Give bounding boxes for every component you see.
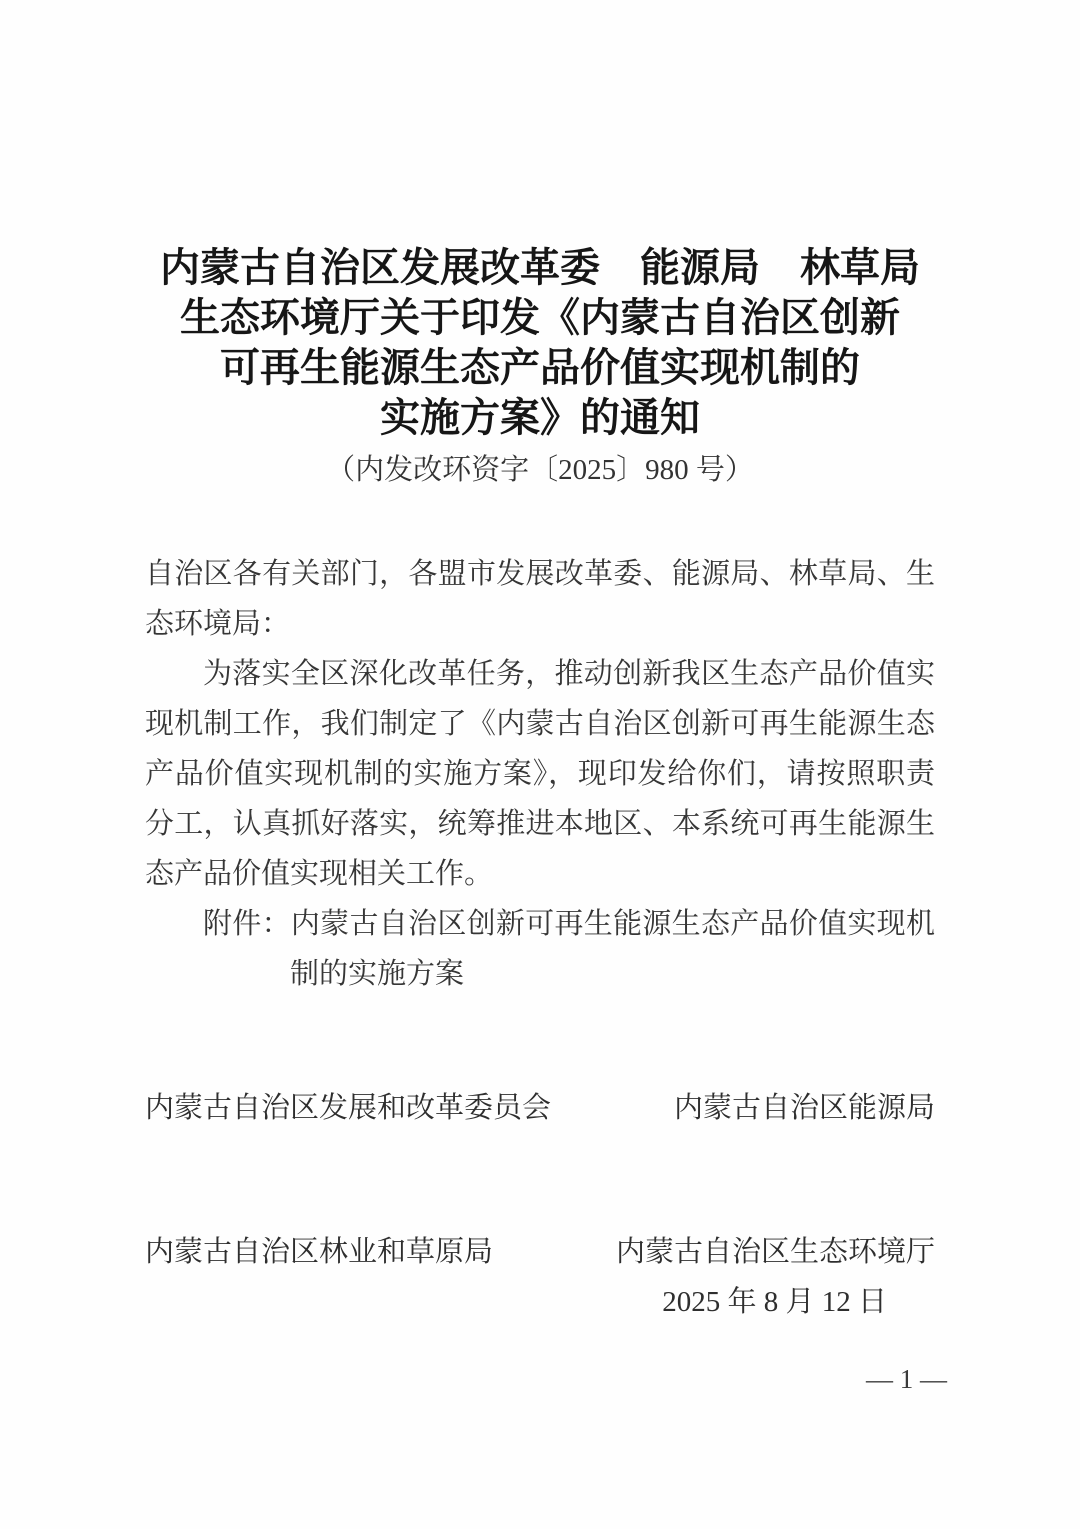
- document-reference-number: （内发改环资字〔2025〕980 号）: [326, 454, 754, 486]
- document-title-line-1: 内蒙古自治区发展改革委 能源局 林草局: [160, 245, 920, 290]
- main-paragraph: 为落实全区深化改革任务，推动创新我区生态产品价值实现机制工作，我们制定了《内蒙古自治区创新可再生能源生态产品价值实现机制的实施方案》，现印发给你们，请按照职责分工，认真抓好落实，统筹推进本地区、本系统可再生能源生态产品价值实现相关工作。: [145, 658, 935, 890]
- signer-forestry-grassland-bureau: 内蒙古自治区林业和草原局: [145, 1236, 494, 1268]
- signer-development-reform-commission: 内蒙古自治区发展和改革委员会: [145, 1092, 552, 1124]
- document-body: [145, 549, 935, 999]
- document-title: [145, 243, 935, 443]
- document-title-line-4: 实施方案》的通知: [380, 395, 700, 440]
- signature-block: [145, 1087, 935, 1323]
- signature-row-2: [145, 1231, 935, 1273]
- signature-row-1: [145, 1087, 935, 1129]
- attachment-paragraph: [145, 899, 935, 999]
- attachment-title: 内蒙古自治区创新可再生能源生态产品价值实现机制的实施方案: [290, 908, 935, 990]
- salutation-paragraph: 自治区各有关部门，各盟市发展改革委、能源局、林草局、生态环境局：: [145, 558, 935, 640]
- signer-ecology-environment-department: 内蒙古自治区生态环境厅: [615, 1236, 935, 1268]
- document-title-line-2: 生态环境厅关于印发《内蒙古自治区创新: [180, 295, 900, 340]
- attachment-label: 附件：: [203, 908, 291, 940]
- page-number: — 1 —: [866, 1364, 947, 1394]
- document-date: 2025 年 8 月 12 日: [662, 1286, 887, 1318]
- signer-energy-bureau: 内蒙古自治区能源局: [673, 1092, 935, 1124]
- document-title-line-3: 可再生能源生态产品价值实现机制的: [220, 345, 860, 390]
